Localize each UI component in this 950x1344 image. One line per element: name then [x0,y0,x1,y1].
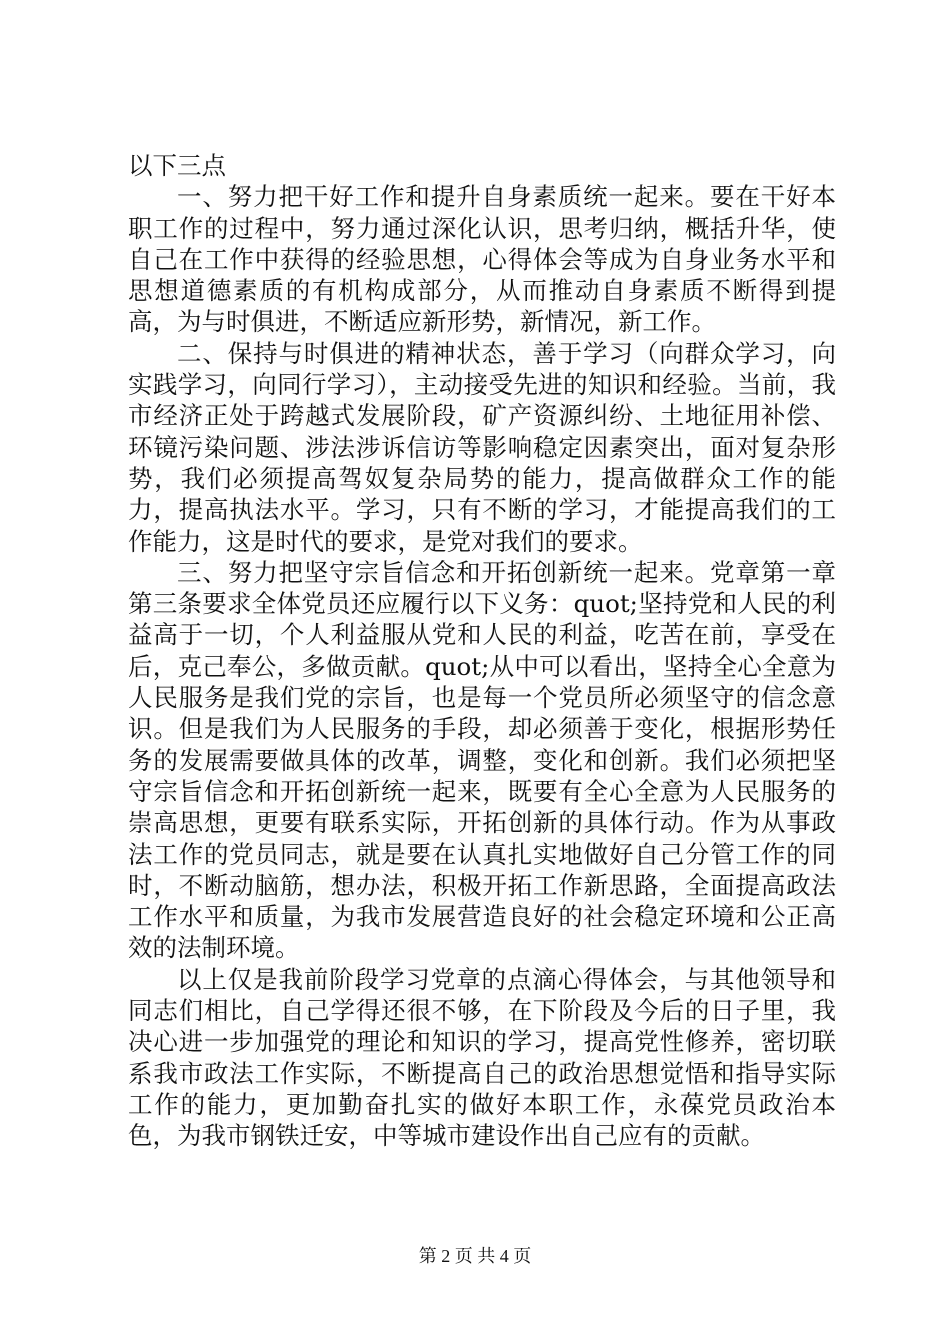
paragraph-point-three: 三、努力把坚守宗旨信念和开拓创新统一起来。党章第一章第三条要求全体党员还应履行以下义务：quot;坚持党和人民的利益高于一切，个人利益服从党和人民的利益，吃苦在前，享受在后，克己奉公，多做贡献。quot;从中可以看出，坚持全心全意为人民服务是我们党的宗旨，也是每一个党员所必须坚守的信念意识。但是我们为人民服务的手段，却必须善于变化，根据形势任务的发展需要做具体的改革，调整，变化和创新。我们必须把坚守宗旨信念和开拓创新统一起来，既要有全心全意为人民服务的崇高思想，更要有联系实际，开拓创新的具体行动。作为从事政法工作的党员同志，就是要在认真扎实地做好自己分管工作的同时，不断动脑筋，想办法，积极开拓工作新思路，全面提高政法工作水平和质量，为我市发展营造良好的社会稳定环境和公正高效的法制环境。 [128,557,836,963]
paragraph-conclusion: 以上仅是我前阶段学习党章的点滴心得体会，与其他领导和同志们相比，自己学得还很不够，在下阶段及今后的日子里，我决心进一步加强党的理论和知识的学习，提高党性修养，密切联系我市政法工作实际，不断提高自己的政治思想觉悟和指导实际工作的能力，更加勤奋扎实的做好本职工作，永葆党员政治本色，为我市钢铁迁安，中等城市建设作出自己应有的贡献。 [128,964,836,1151]
page-footer: 第 2 页 共 4 页 [418,1246,532,1266]
paragraph-point-one: 一、努力把干好工作和提升自身素质统一起来。要在干好本职工作的过程中，努力通过深化认识，思考归纳，概括升华，使自己在工作中获得的经验思想，心得体会等成为自身业务水平和思想道德素质的有机构成部分，从而推动自身素质不断得到提高，为与时俱进，不断适应新形势，新情况，新工作。 [128,182,836,337]
paragraph-point-two: 二、保持与时俱进的精神状态，善于学习（向群众学习，向实践学习，向同行学习），主动接受先进的知识和经验。当前，我市经济正处于跨越式发展阶段，矿产资源纠纷、土地征用补偿、环镜污染问题、涉法涉诉信访等影响稳定因素突出，面对复杂形势，我们必须提高驾奴复杂局势的能力，提高做群众工作的能力，提高执法水平。学习，只有不断的学习，才能提高我们的工作能力，这是时代的要求，是党对我们的要求。 [128,338,836,556]
document-body [128,150,836,1152]
paragraph-continuation: 以下三点 [128,151,226,180]
